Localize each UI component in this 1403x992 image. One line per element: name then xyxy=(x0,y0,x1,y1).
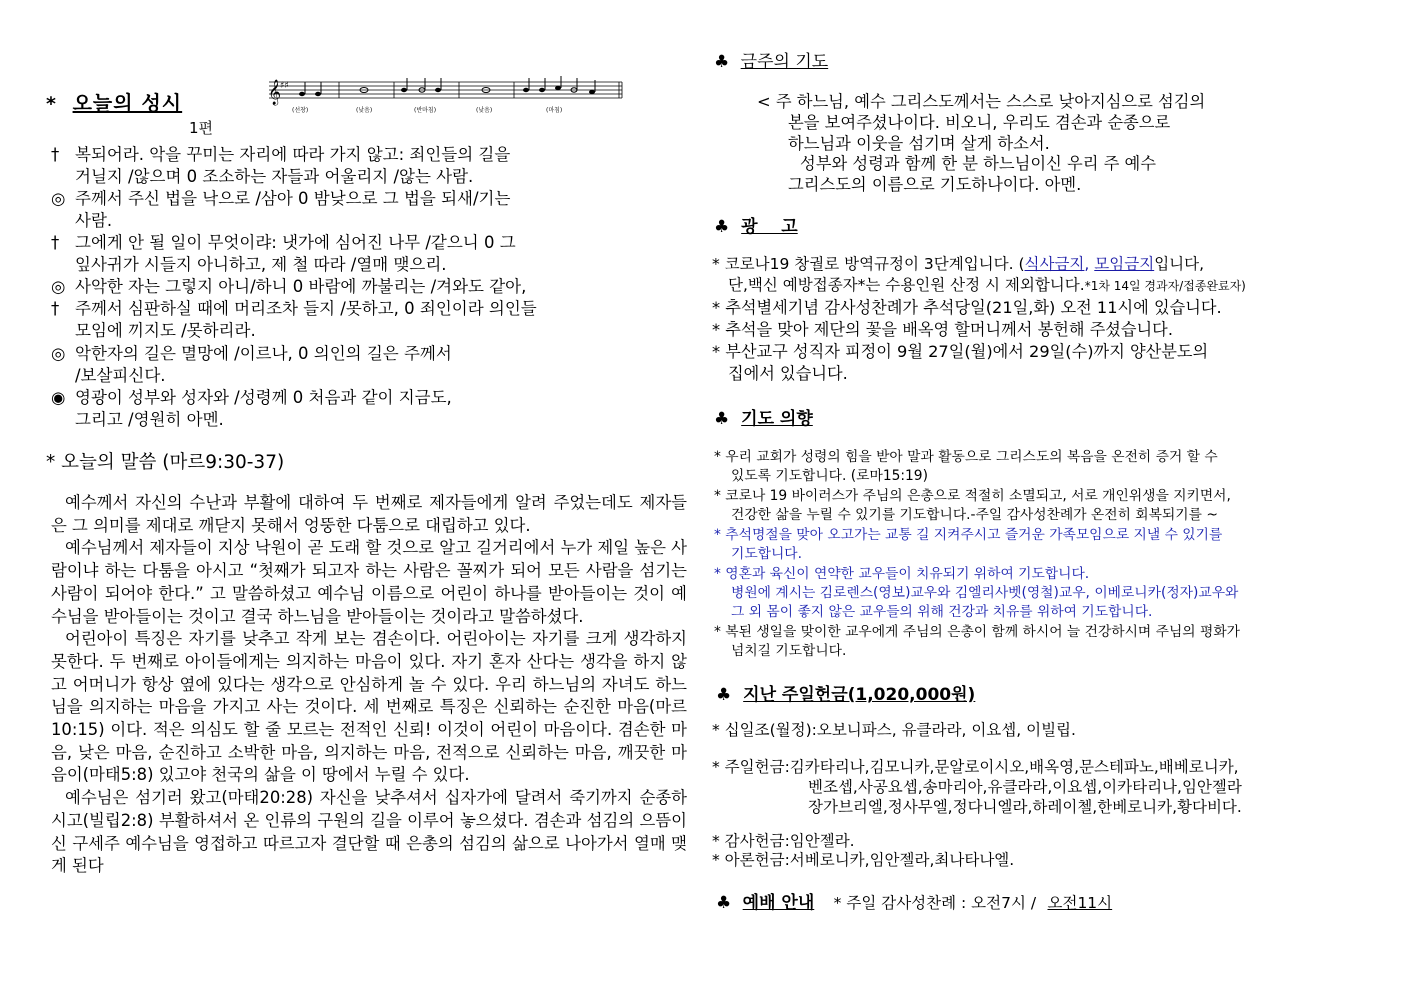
notation-syllable: (마침) xyxy=(546,107,563,114)
ads-heading-text: 광 고 xyxy=(741,217,798,237)
ad-line: * 부산교구 성직자 피정이 9월 27일(월)에서 29일(수)까지 양산분도의 xyxy=(712,342,1209,361)
offering-heading-text: 지난 주일헌금(1,020,000원) xyxy=(743,685,976,705)
prayer-heading xyxy=(714,47,828,72)
sermon-paragraph: 예수님께서 제자들이 지상 낙원이 곧 도래 할 것으로 알고 길거리에서 누가 제일 높은 사람이냐 하는 다툼을 아시고 “첫째가 되고자 하는 사람은 꼴찌가 되어 모든 사람을 섬기는 사람이 되어야 한다.” 고 말씀하셨고 예수님 이름으로 어린이 하나를 받아들이는 것이 예수님을 받아들이는 것이고 결국 하느님을 받아들이는 것이라고 말씀하셨다. xyxy=(51,538,687,626)
offering-heading xyxy=(716,680,975,705)
highlight-meal-ban: 식사금지 xyxy=(1024,255,1085,273)
offering-line: 벤조셉,사공요셉,송마리아,유클라라,이요셉,이카타리나,임안젤라 xyxy=(808,778,1242,796)
service-time: * 주일 감사성찬례 : 오전7시 / xyxy=(833,894,1037,912)
ad-line: 집에서 있습니다. xyxy=(728,364,848,383)
psalm-line: 사람. xyxy=(75,211,113,230)
intention-line: * 코로나 19 바이러스가 주님의 은총으로 적절히 소멸되고, 서로 개인위생을 지키면서, xyxy=(714,488,1231,504)
sermon-paragraph: 예수님은 섬기러 왔고(마태20:28) 자신을 낮추셔서 십자가에 달려서 죽기까지 순종하시고(빌립2:8) 부활하셔서 온 인류의 구원의 길을 이루어 놓으셨다. 겸손과 섬김의 으뜸이신 구세주 예수님을 영접하고 따르고자 결단할 때 은총의 섬김의 삶으로 나아가서 열매 맺게 된다 xyxy=(51,788,687,876)
club-suit-icon: ♣ xyxy=(716,893,732,913)
club-suit-icon: ♣ xyxy=(714,217,730,237)
ads-heading xyxy=(714,212,798,237)
service-heading xyxy=(716,888,1112,913)
prayer-heading-text: 금주의 기도 xyxy=(740,52,829,72)
intention-line: 그 외 몸이 좋지 않은 교우들의 위해 건강과 치유를 위하여 기도합니다. xyxy=(731,604,1153,620)
psalm-line: ◎ 악한자의 길은 멸망에 /이르나, 0 의인의 길은 주께서 xyxy=(51,344,452,363)
offering-line: 장가브리엘,정사무엘,정다니엘라,하레이첼,한베로니카,황다비다. xyxy=(808,798,1242,816)
sermon-body xyxy=(51,492,687,878)
prayer-line: 본을 보여주셨나이다. 비오니, 우리도 겸손과 순종으로 xyxy=(788,113,1171,132)
notation-syllable: (선창) xyxy=(292,107,309,114)
psalm-line: /보살피신다. xyxy=(75,366,166,385)
psalm-line: ◉ 영광이 성부와 성자와 /성령께 0 처음과 같이 지금도, xyxy=(51,388,452,407)
intention-line: 있도록 기도합니다. (로마15:19) xyxy=(731,468,928,484)
intention-line: * 복된 생일을 맞이한 교우에게 주님의 은총이 함께 하시어 늘 건강하시며 주님의 평화가 xyxy=(714,624,1240,640)
psalm-line: † 그에게 안 될 일이 무엇이랴: 냇가에 심어진 나무 /같으니 0 그 xyxy=(51,233,516,252)
psalm-heading xyxy=(46,87,182,116)
psalm-line: 그리고 /영원히 아멘. xyxy=(75,410,224,429)
prayer-line: < 주 하느님, 예수 그리스도께서는 스스로 낮아지심으로 섬김의 xyxy=(757,92,1206,111)
notation-syllable: (낮음) xyxy=(356,107,373,114)
intention-line: 병원에 계시는 김로렌스(영보)교우와 김엘리사벳(영철)교우, 이베로니카(정자)교우와 xyxy=(731,585,1239,601)
intention-line: * 우리 교회가 성령의 힘을 받아 말과 활동으로 그리스도의 복음을 온전히 증거 할 수 xyxy=(714,449,1218,465)
service-heading-text: 예배 안내 xyxy=(742,893,815,913)
ad-line: * 코로나19 창궐로 방역규정이 3단계입니다. (식사금지, 모임금지입니다, xyxy=(712,255,1205,273)
prayer-line: 그리스도의 이름으로 기도하나이다. 아멘. xyxy=(788,175,1082,194)
intention-line: 기도합니다. xyxy=(731,546,803,562)
word-heading: * 오늘의 말씀 (마르9:30-37) xyxy=(46,452,285,473)
psalm-line: 거닐지 /않으며 0 조소하는 자들과 어울리지 /않는 사람. xyxy=(75,167,474,186)
intention-line: 넘치길 기도합니다. xyxy=(731,643,847,659)
svg-text:♯♯: ♯♯ xyxy=(280,81,289,91)
intention-line: 건강한 삶을 누릴 수 있기를 기도합니다.-주일 감사성찬례가 온전히 회복되기를 ~ xyxy=(731,507,1218,523)
notation-syllable: (반마침) xyxy=(414,107,437,114)
ad-line: * 추석을 맞아 제단의 꽃을 배옥영 할머니께서 봉헌해 주셨습니다. xyxy=(712,320,1173,339)
ad-line: 단,백신 예방접종자*는 수용인원 산정 시 제외합니다.*1차 14일 경과자/접종완료자) xyxy=(728,276,1246,294)
psalm-line: † 복되어라. 악을 꾸미는 자리에 따라 가지 않고: 죄인들의 길을 xyxy=(51,145,511,164)
club-suit-icon: ♣ xyxy=(716,685,732,705)
intentions-heading xyxy=(714,404,813,429)
intentions-heading-text: 기도 의향 xyxy=(741,409,813,429)
club-suit-icon: ♣ xyxy=(714,52,730,72)
psalm-line: 잎사귀가 시들지 아니하고, 제 철 따라 /열매 맺으리. xyxy=(75,255,447,274)
club-suit-icon: ♣ xyxy=(714,409,730,429)
intention-line: * 추석명절을 맞아 오고가는 교통 길 지켜주시고 즐거운 가족모임으로 지낼 수 있기를 xyxy=(714,527,1223,543)
prayer-line: 하느님과 이웃을 섬기며 살게 하소서. xyxy=(788,134,1050,153)
offering-line: * 아론헌금:서베로니카,임안젤라,최나타나엘. xyxy=(712,851,1015,869)
psalm-number: 1편 xyxy=(189,119,214,137)
psalm-line: ◎ 주께서 주신 법을 낙으로 /삼아 0 밤낮으로 그 법을 되새/기는 xyxy=(51,189,511,208)
psalm-line: 모임에 끼지도 /못하리라. xyxy=(75,321,256,340)
psalm-heading-star: * xyxy=(46,93,56,115)
sermon-paragraph: 예수께서 자신의 수난과 부활에 대하여 두 번째로 제자들에게 알려 주었는데도 제자들은 그 의미를 제대로 깨닫지 못해서 엉뚱한 다툼으로 대립하고 있다. xyxy=(51,493,687,535)
offering-line: * 주일헌금:김카타리나,김모니카,문알로이시오,배옥영,문스테파노,배베로니카, xyxy=(712,758,1239,776)
psalm-line: ◎ 사악한 자는 그렇지 아니/하니 0 바람에 까불리는 /겨와도 같아, xyxy=(51,277,527,296)
sermon-paragraph: 어린아이 특징은 자기를 낮추고 작게 보는 겸손이다. 어린아이는 자기를 크게 생각하지 못한다. 두 번째로 아이들에게는 의지하는 마음이 있다. 자기 혼자 산다는 생각을 하지 않고 어머니가 항상 옆에 있다는 생각으로 안심하게 놀 수 있다. 우리 하느님의 자녀도 하느님을 의지하는 마음을 가지고 사는 것이다. 세 번째로 특징은 신뢰하는 순진한 마음(마르10:15) 이다. 적은 의심도 할 줄 모르는 전적인 신뢰! 이것이 어린이 마음이다. 겸손한 마음, 낮은 마음, 순진하고 소박한 마음, 의지하는 마음, 전적으로 신뢰하는 마음, 깨끗한 마음이(마태5:8) 있고야 천국의 삶을 이 땅에서 누릴 수 있다. xyxy=(51,629,687,785)
offering-line: * 감사헌금:임안젤라. xyxy=(712,832,855,850)
notation-syllable: (낮음) xyxy=(476,107,493,114)
offering-line: * 십일조(월정):오보니파스, 유클라라, 이요셉, 이빌립. xyxy=(712,721,1076,739)
ad-line: * 추석별세기념 감사성찬례가 추석당일(21일,화) 오전 11시에 있습니다. xyxy=(712,298,1222,317)
psalm-line: † 주께서 심판하실 때에 머리조차 들지 /못하고, 0 죄인이라 의인들 xyxy=(51,299,537,318)
psalm-heading-text: 오늘의 성시 xyxy=(72,91,183,115)
prayer-line: 성부와 성령과 함께 한 분 하느님이신 우리 주 예수 xyxy=(800,154,1156,173)
service-time-11: 오전11시 xyxy=(1047,894,1113,912)
highlight-meeting-ban: 모임금지 xyxy=(1094,255,1155,273)
svg-text:𝄞: 𝄞 xyxy=(268,80,282,105)
intention-line: * 영혼과 육신이 연약한 교우들이 치유되기 위하여 기도합니다. xyxy=(714,566,1090,582)
music-staff-icon xyxy=(264,74,624,118)
